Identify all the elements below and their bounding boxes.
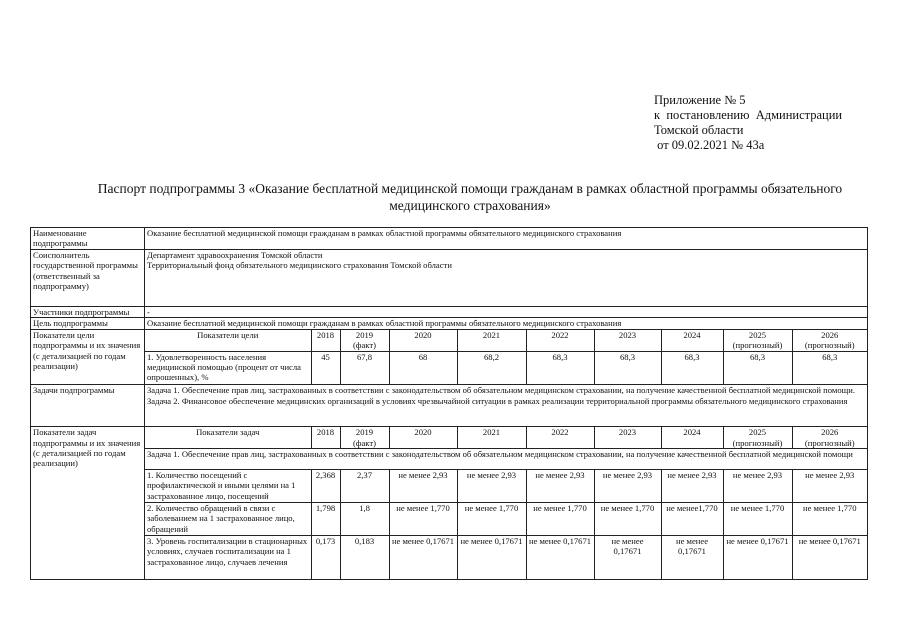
indicator-name: 2. Количество обращений в связи с заболеванием на 1 застрахованное лицо, обращений [145,502,311,535]
appendix-line: от 09.02.2021 № 43а [654,138,765,152]
year-header [389,427,457,448]
year-sublabel: (прогнозный) [732,340,783,351]
year-header [723,427,792,448]
year-label: 2026 [821,427,839,438]
year-label: 2019 [355,427,374,438]
indicator-value: не менее 2,93 [389,469,457,502]
indicator-value: не менее 0,17671 [526,535,594,579]
year-header [389,330,457,351]
table-row [31,427,868,580]
indicator-value: 45 [311,351,340,384]
indicator-name: 1. Удовлетворенность населения медицинской помощью (процент от числа опрошенных), % [145,351,311,384]
indicator-value: не менее1,770 [661,502,723,535]
task-text: Задача 1. Обеспечение прав лиц, застрахованных в соответствии с законодательством об обязательном медицинском страховании, на получение качественной бесплатной медицинской помощи. [147,385,856,396]
table-row [31,318,868,329]
year-label: 2023 [618,427,637,438]
indicator-value: 0,173 [311,535,340,579]
indicator-value: не менее 0,17671 [389,535,457,579]
row-label: Наименование подпрограммы [31,228,145,250]
task-heading: Задача 1. Обеспечение прав лиц, застрахованных в соответствии с законодательством об обязательном медицинском страховании, на получение качественной бесплатной медицинской помощи [145,448,867,469]
table-row [31,329,868,384]
row-value [145,250,868,307]
executor-line: Департамент здравоохранения Томской области [147,250,323,260]
indicator-value: 68,3 [792,351,867,384]
task-indicators-table [145,427,867,579]
year-label: 2020 [414,427,432,438]
indicator-value: не менее 0,17671 [457,535,526,579]
row-label: Соисполнитель государственной программы (ответственный за подпрограмму) [31,250,145,307]
indicator-name: 1. Количество посещений с профилактической и иными целями на 1 застрахованное лицо, посещений [145,469,311,502]
year-label: 2023 [618,329,637,340]
indicator-value: 68,3 [594,351,661,384]
indicator-value: не менее 0,17671 [792,535,867,579]
year-sublabel: (прогнозный) [732,437,783,448]
table-row [31,385,868,427]
indicator-value: 68,3 [723,351,792,384]
year-label: 2026 [821,329,839,340]
indicator-value: 68 [389,351,457,384]
year-header [723,330,792,351]
year-label: 2025 [748,329,767,340]
title-line: Паспорт подпрограммы 3 «Оказание бесплатной медицинской помощи гражданам в рамках областной программы обязательного [97,181,843,196]
indicator-value: 1,8 [340,502,389,535]
year-sublabel: (факт) [353,340,376,351]
row-label: Задачи подпрограммы [31,385,145,427]
indicator-value: 2,37 [340,469,389,502]
year-header [340,330,389,351]
indicator-row [145,502,867,535]
year-header [526,427,594,448]
indicator-value: не менее 1,770 [457,502,526,535]
row-label: Цель подпрограммы [31,318,145,329]
indicator-value: не менее 2,93 [661,469,723,502]
year-label: 2025 [748,427,767,438]
row-label: Показатели цели подпрограммы и их значения (с детализацией по годам реализации) [31,329,145,384]
header-row [145,330,867,351]
task-indicators-cell [145,427,868,580]
year-header [526,330,594,351]
year-header [661,330,723,351]
indicator-value: не менее 1,770 [594,502,661,535]
title-line: медицинского страхования» [389,198,551,213]
indicator-header: Показатели задач [145,427,311,448]
indicator-value: 2,368 [311,469,340,502]
year-sublabel: (прогнозный) [804,340,855,351]
row-value [145,385,868,427]
year-header [594,330,661,351]
row-value: - [145,307,868,318]
appendix-line: к постановлению Администрации [654,108,843,122]
year-header [311,330,340,351]
header-row [145,427,867,448]
year-sublabel: (факт) [353,437,376,448]
row-value: Оказание бесплатной медицинской помощи гражданам в рамках областной программы обязательного медицинского страхования [145,228,868,250]
indicator-value: 0,183 [340,535,389,579]
indicator-value: не менее 1,770 [389,502,457,535]
year-header [311,427,340,448]
indicator-value: не менее 1,770 [723,502,792,535]
year-header [457,427,526,448]
indicator-value: 1,798 [311,502,340,535]
indicator-value: не менее 2,93 [457,469,526,502]
year-label: 2020 [414,329,432,340]
table-row [31,250,868,307]
indicator-value: не менее 0,17671 [661,535,723,579]
indicator-value: не менее 0,17671 [594,535,661,579]
indicator-row [145,469,867,502]
passport-table [30,227,868,580]
year-header [340,427,389,448]
year-label: 2021 [482,329,501,340]
indicator-value: 68,3 [661,351,723,384]
indicator-header: Показатели цели [145,330,311,351]
indicator-value: не менее 1,770 [526,502,594,535]
year-header [792,330,867,351]
year-header [594,427,661,448]
indicator-value: не менее 2,93 [526,469,594,502]
goal-indicators-table [145,330,867,384]
year-header [661,427,723,448]
row-value: Оказание бесплатной медицинской помощи гражданам в рамках областной программы обязательного медицинского страхования [145,318,868,329]
indicator-value: не менее 2,93 [792,469,867,502]
task-heading-row [145,448,867,469]
year-label: 2021 [482,427,501,438]
year-label: 2024 [683,329,701,340]
task-text: Задача 2. Финансовое обеспечение медицинских организаций в условиях чрезвычайной ситуации в рамках реализации территориальной программы обязательного медицинского страхования [147,395,848,406]
year-header [792,427,867,448]
indicator-value: 68,2 [457,351,526,384]
year-label: 2018 [316,427,335,438]
document-title [40,180,900,214]
indicator-value: не менее 2,93 [723,469,792,502]
indicator-value: 68,3 [526,351,594,384]
appendix-block [654,93,842,153]
appendix-line: Приложение № 5 [654,93,746,107]
indicator-value: не менее 0,17671 [723,535,792,579]
year-label: 2019 [355,329,374,340]
year-label: 2022 [551,427,569,438]
table-row [31,307,868,318]
indicator-value: не менее 2,93 [594,469,661,502]
row-label: Показатели задач подпрограммы и их значения (с детализацией по годам реализации) [31,427,145,580]
year-header [457,330,526,351]
row-label: Участники подпрограммы [31,307,145,318]
year-sublabel: (прогнозный) [804,437,855,448]
goal-indicators-cell [145,329,868,384]
indicator-name: 3. Уровень госпитализации в стационарных условиях, случаев госпитализации на 1 застрахованное лицо, случаев лечения [145,535,311,579]
indicator-value: не менее 1,770 [792,502,867,535]
indicator-value: 67,8 [340,351,389,384]
year-label: 2024 [683,427,701,438]
appendix-line: Томской области [654,123,744,137]
table-row [31,228,868,250]
indicator-row [145,535,867,579]
executor-line: Территориальный фонд обязательного медицинского страхования Томской области [147,260,452,271]
year-label: 2018 [316,329,335,340]
year-label: 2022 [551,329,569,340]
indicator-row [145,351,867,384]
